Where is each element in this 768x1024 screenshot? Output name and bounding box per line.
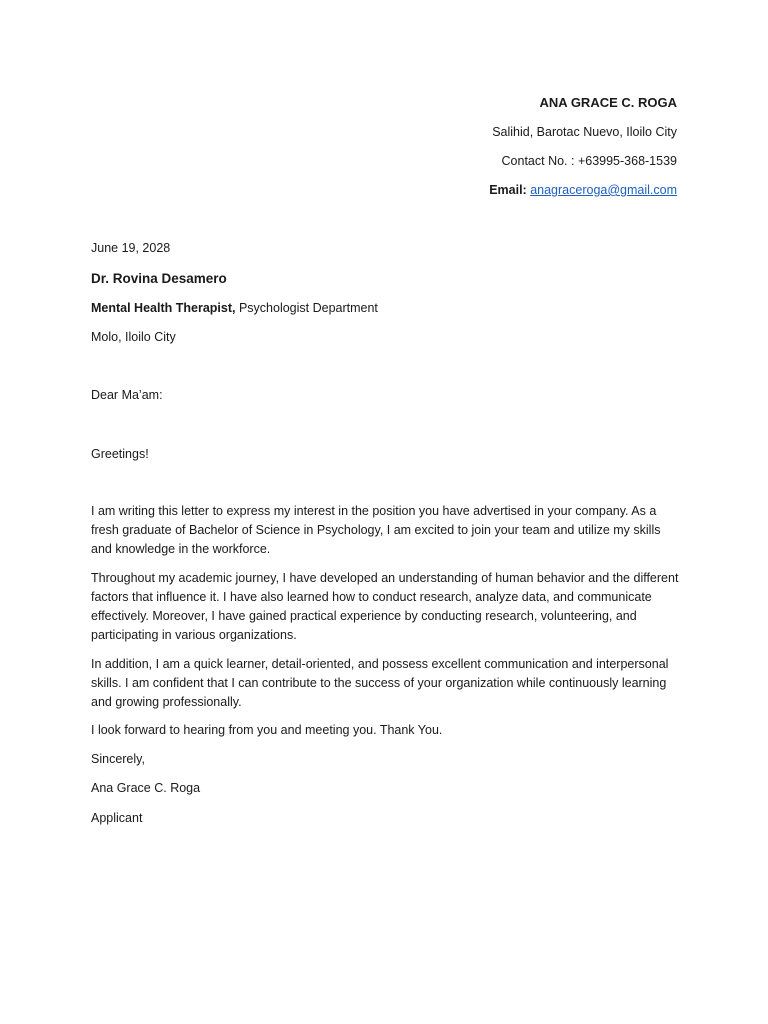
body-paragraph-1: I am writing this letter to express my interest in the position you have advertised in your company. As a fresh graduate of Bachelor of Science in Psychology, I am excited to join your team and utilize my skills and knowledge in the workforce. <box>91 504 661 556</box>
recipient-name: Dr. Rovina Desamero <box>91 271 227 286</box>
signature-title: Applicant <box>91 811 143 825</box>
greeting: Greetings! <box>91 447 149 461</box>
closing: Sincerely, <box>91 752 145 766</box>
body-paragraph-2: Throughout my academic journey, I have developed an understanding of human behavior and the different factors that influence it. I have also learned how to conduct research, analyze data, and communicate effectively. Moreover, I have gained practical experience by conducting research, volunteering, and participating in various organizations. <box>91 571 679 642</box>
recipient-title <box>91 299 378 318</box>
recipient-title-rest: Psychologist Department <box>235 301 378 315</box>
recipient-title-bold: Mental Health Therapist, <box>91 301 236 315</box>
sender-email-line <box>489 181 677 200</box>
sender-address: Salihid, Barotac Nuevo, Iloilo City <box>492 125 677 139</box>
sender-name: ANA GRACE C. ROGA <box>539 95 677 110</box>
body-paragraph-3: In addition, I am a quick learner, detail-oriented, and possess excellent communication and interpersonal skills. I am confident that I can contribute to the success of your organization while continuously learning and growing professionally. <box>91 657 669 709</box>
letter-date: June 19, 2028 <box>91 241 171 255</box>
sender-contact: Contact No. : +63995-368-1539 <box>501 154 677 168</box>
body-paragraph-4: I look forward to hearing from you and meeting you. Thank You. <box>91 723 443 737</box>
email-label: Email: <box>489 183 527 197</box>
recipient-address: Molo, Iloilo City <box>91 330 176 344</box>
signature-name: Ana Grace C. Roga <box>91 781 201 795</box>
email-link[interactable]: anagraceroga@gmail.com <box>530 183 677 197</box>
salutation: Dear Ma’am: <box>91 388 163 402</box>
